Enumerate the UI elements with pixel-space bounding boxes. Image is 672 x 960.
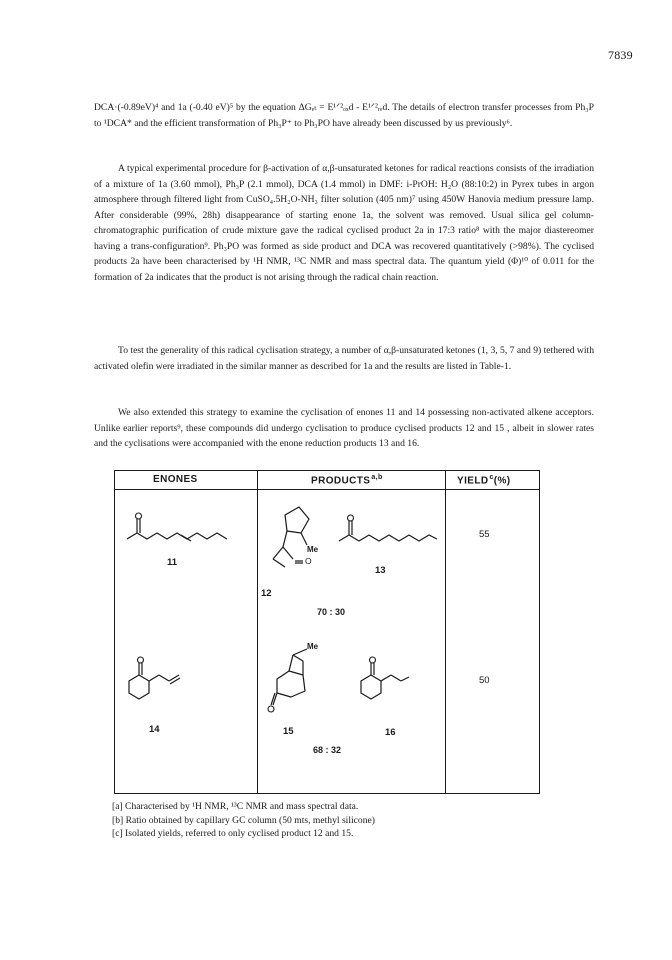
label-compound-11: 11 (167, 557, 178, 568)
structure-enone-11 (123, 511, 233, 551)
footnote-c: [c] Isolated yields, referred to only cyclised product 12 and 15. (112, 828, 354, 839)
header-products-label: PRODUCTS (311, 475, 371, 487)
paragraph-experimental-procedure: A typical experimental procedure for β-activation of α,β-unsaturated ketones for radical reactions consists of the irradiation of a mixture of 1a (3.60 mmol), Ph₃P (2.1 mmol), DCA (1.4 mmol) in DMF: i-PrOH: H₂O (88:10:2) in Pyrex tubes in argon atmosphere through filtered light from CuSO₄.5H₂O-NH₃ filter solution (405 nm)⁷ using 450W Hanovia medium pressure lamp. After considerable (99%, 28h) disappearance of starting enone 1a, the solvent was removed. Usual silica gel column-chromatographic purification of crude mixture gave the radical cyclised product 2a in 17:3 ratio⁸ with the major diastereomer having a trans-configuration⁹. Ph₃PO was formed as side product and DCA was recovered quantitatively (>98%). The cyclised products 2a have been characterised by ¹H NMR, ¹³C NMR and mass spectral data. The quantum yield (Φ)¹⁰ of 0.011 for the formation of 2a indicates that the product is not arising through the radical chain reaction. (94, 163, 594, 283)
header-enones: ENONES (153, 474, 198, 485)
paragraph-non-activated: We also extended this strategy to examine the cyclisation of enones 11 and 14 possessing non-activated alkene acceptors. Unlike earlier reports⁹, these compounds did undergo cyclisation to produce cyclised products 12 and 15 , albeit in slower rates and the cyclisations were accompanied with the enone reduction products 13 and 16. (94, 407, 594, 449)
label-methyl-15: Me (307, 642, 319, 651)
paragraph-electron-transfer: DCA·(-0.89eV)⁴ and 1a (-0.40 eV)⁵ by the equation ΔGₑₜ = E¹ᐟ²ₒₓd - E¹ᐟ²ᵣₑd. The details of electron transfer processes from Ph₃P to ¹DCA* and the efficient transformation of Ph₃P⁺ to Ph₃PO have already been discussed by us previously⁶. (94, 102, 594, 129)
label-compound-12: 12 (261, 588, 272, 599)
ratio-row-1: 70 : 30 (317, 607, 346, 617)
label-compound-14: 14 (149, 724, 160, 735)
oxygen-atom (138, 657, 144, 663)
structure-enone-14 (121, 651, 191, 711)
structure-product-15 (263, 639, 333, 719)
table-footnotes (112, 800, 552, 841)
header-products (311, 474, 383, 486)
yield-row-1: 55 (479, 529, 490, 540)
label-compound-16: 16 (385, 727, 396, 738)
structure-product-12 (263, 501, 333, 581)
oxygen-atom (136, 513, 142, 519)
footnote-a: [a] Characterised by ¹H NMR, ¹³C NMR and mass spectral data. (112, 801, 359, 812)
ratio-row-2: 68 : 32 (313, 745, 342, 755)
label-compound-13: 13 (375, 565, 386, 576)
oxygen-atom (370, 657, 376, 663)
page-number: 7839 (608, 48, 633, 62)
header-divider (115, 489, 539, 490)
oxygen-atom (268, 706, 274, 712)
structure-product-16 (353, 651, 423, 711)
label-compound-15: 15 (283, 726, 294, 737)
label-methyl-12: Me (307, 545, 319, 554)
oxygen-atom (348, 515, 354, 521)
label-oxo-12: O (305, 556, 312, 566)
header-yield-unit: (%) (493, 475, 511, 487)
paragraph-generality: To test the generality of this radical cyclisation strategy, a number of α,β-unsaturated ketones (1, 3, 5, 7 and 9) tethered with activated olefin were irradiated in the similar manner as described for 1a and the results are listed in Table-1. (94, 345, 594, 372)
header-yield-label: YIELD (457, 475, 489, 487)
results-table (114, 470, 540, 794)
yield-row-2: 50 (479, 675, 490, 686)
header-yield-footnote: c (489, 474, 494, 481)
header-yield (457, 474, 511, 486)
column-divider-2 (445, 471, 446, 793)
structure-product-13 (335, 513, 441, 553)
header-products-footnote: a,b (371, 474, 383, 481)
footnote-b: [b] Ratio obtained by capillary GC column (50 mts, methyl silicone) (112, 814, 375, 826)
column-divider-1 (257, 471, 258, 793)
